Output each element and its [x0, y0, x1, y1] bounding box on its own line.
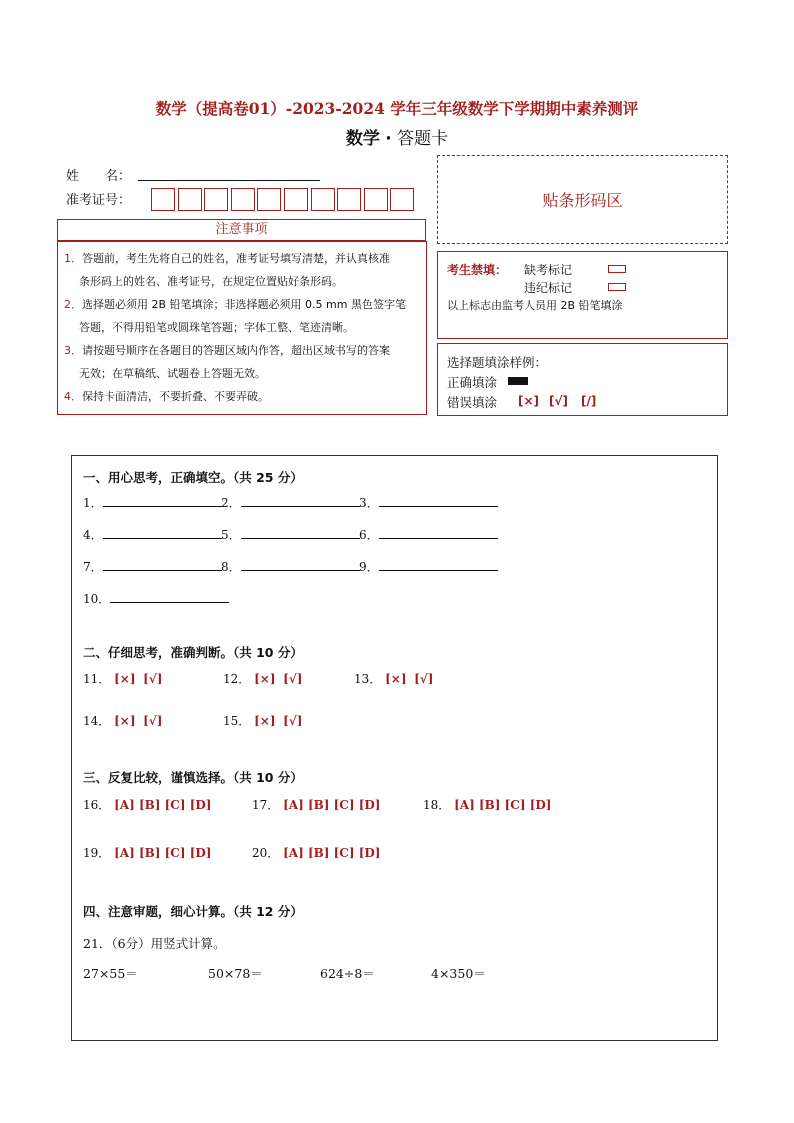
q-20 [252, 844, 380, 861]
notice-text: 答题前，考生先将自己的姓名，准考证号填写清楚，并认真核准 [82, 252, 390, 265]
wrong-fill-label: 错误填涂 [447, 395, 498, 410]
notice-num: 2． [64, 298, 82, 311]
wrong-mark-x: [×] [518, 394, 540, 408]
option-right[interactable]: [√] [283, 672, 303, 686]
q-14 [83, 712, 162, 729]
q-number: 13． [354, 672, 382, 686]
name-field[interactable] [138, 166, 320, 181]
q-15 [223, 712, 302, 729]
q-number: 5． [221, 528, 241, 542]
q-7 [83, 558, 222, 575]
answer-blank[interactable] [103, 526, 222, 539]
fill-sample-box [437, 343, 728, 416]
answer-blank[interactable] [379, 558, 498, 571]
q-number: 9． [359, 560, 379, 574]
notice-text: 请按题号顺序在各题目的答题区域内作答，超出区域书写的答案 [82, 344, 390, 357]
section-calc-title: 四、注意审题，细心计算。（共 12 分） [83, 904, 303, 919]
section-judge-title: 二、仔细思考，准确判断。（共 10 分） [83, 645, 303, 660]
id-digit-box[interactable] [337, 188, 361, 211]
notice-text-cont: 答题，不得用铅笔或圆珠笔答题；字体工整、笔迹清晰。 [79, 321, 354, 334]
q-number: 2． [221, 496, 241, 510]
name-label: 姓 名： [66, 169, 132, 184]
id-digit-box[interactable] [151, 188, 175, 211]
q-12 [223, 670, 302, 687]
card-subtitle [0, 124, 794, 149]
subtitle-dot: · [385, 129, 392, 149]
q-3 [359, 494, 498, 511]
absent-mark-box[interactable] [608, 265, 626, 273]
notice-text-cont: 条形码上的姓名、准考证号，在规定位置贴好条形码。 [79, 275, 343, 288]
q-number: 12． [223, 672, 251, 686]
notice-text: 保持卡面清洁，不要折叠、不要弄破。 [82, 390, 269, 403]
id-digit-box[interactable] [364, 188, 388, 211]
q-10 [83, 590, 229, 607]
q-19 [83, 844, 211, 861]
answer-area [71, 455, 718, 1041]
examinee-forbid-box [437, 251, 728, 339]
absent-label: 缺考标记 [524, 263, 573, 277]
q-number: 18． [423, 798, 451, 812]
id-digit-box[interactable] [390, 188, 414, 211]
id-digit-box[interactable] [257, 188, 281, 211]
option-wrong[interactable]: [×] [114, 672, 136, 686]
q-4 [83, 526, 222, 543]
q-2 [221, 494, 360, 511]
q-8 [221, 558, 360, 575]
q-17 [252, 796, 380, 813]
q-number: 6． [359, 528, 379, 542]
notice-item [64, 385, 422, 408]
q-number: 17． [252, 798, 280, 812]
id-digit-box[interactable] [178, 188, 202, 211]
notice-box [57, 241, 427, 415]
option-right[interactable]: [√] [143, 672, 163, 686]
option-wrong[interactable]: [×] [254, 672, 276, 686]
calc-item: 624÷8＝ [320, 966, 375, 981]
q-number: 8． [221, 560, 241, 574]
answer-blank[interactable] [379, 526, 498, 539]
id-boxes [151, 188, 414, 211]
correct-fill-label: 正确填涂 [447, 375, 498, 390]
notice-item [64, 247, 422, 293]
answer-blank[interactable] [103, 494, 222, 507]
id-digit-box[interactable] [284, 188, 308, 211]
q-number: 19． [83, 846, 111, 860]
q-number: 20． [252, 846, 280, 860]
notice-num: 3． [64, 344, 82, 357]
option-wrong[interactable]: [×] [254, 714, 276, 728]
choice-options[interactable]: [A] [B] [C] [D] [283, 798, 381, 812]
notice-text-cont: 无效；在草稿纸、试题卷上答题无效。 [79, 367, 266, 380]
answer-blank[interactable] [103, 558, 222, 571]
option-right[interactable]: [√] [143, 714, 163, 728]
sample-title: 选择题填涂样例： [447, 355, 548, 370]
notice-num: 4． [64, 390, 82, 403]
id-label: 准考证号： [66, 193, 132, 208]
q-number: 10． [83, 592, 111, 606]
notice-item [64, 339, 422, 385]
id-digit-box[interactable] [311, 188, 335, 211]
section-choice-title: 三、反复比较，谨慎选择。（共 10 分） [83, 770, 303, 785]
q-number: 7． [83, 560, 103, 574]
barcode-area [437, 155, 728, 244]
option-wrong[interactable]: [×] [385, 672, 407, 686]
q-number: 14． [83, 714, 111, 728]
choice-options[interactable]: [A] [B] [C] [D] [454, 798, 552, 812]
forbid-label: 考生禁填： [447, 263, 508, 277]
q-5 [221, 526, 360, 543]
answer-blank[interactable] [241, 558, 360, 571]
id-digit-box[interactable] [204, 188, 228, 211]
q-number: 4． [83, 528, 103, 542]
q-13 [354, 670, 433, 687]
filled-mark-icon [508, 377, 528, 385]
option-wrong[interactable]: [×] [114, 714, 136, 728]
q-18 [423, 796, 551, 813]
q-16 [83, 796, 211, 813]
calc-item: 4×350＝ [431, 966, 486, 981]
answer-blank[interactable] [241, 494, 360, 507]
answer-blank[interactable] [379, 494, 498, 507]
notice-text: 选择题必须用 2B 铅笔填涂；非选择题必须用 0.5 mm 黑色签字笔 [82, 298, 406, 311]
subtitle-subject: 数学 [345, 129, 380, 149]
notice-num: 1． [64, 252, 82, 265]
barcode-label: 贴条形码区 [542, 191, 623, 210]
q-6 [359, 526, 498, 543]
forbid-note: 以上标志由监考人员用 2B 铅笔填涂 [447, 299, 623, 312]
q-9 [359, 558, 498, 575]
q-11 [83, 670, 162, 687]
choice-options[interactable]: [A] [B] [C] [D] [283, 846, 381, 860]
notice-item [64, 293, 422, 339]
choice-options[interactable]: [A] [B] [C] [D] [114, 798, 212, 812]
calc-item: 50×78＝ [208, 966, 263, 981]
notice-heading: 注意事项 [57, 219, 426, 241]
q-number: 3． [359, 496, 379, 510]
option-right[interactable]: [√] [414, 672, 434, 686]
choice-options[interactable]: [A] [B] [C] [D] [114, 846, 212, 860]
q-21-stem: 21．（6分）用竖式计算。 [83, 936, 226, 951]
section-fill-title: 一、用心思考，正确填空。（共 25 分） [83, 470, 303, 485]
answer-blank[interactable] [241, 526, 360, 539]
q-1 [83, 494, 222, 511]
id-digit-box[interactable] [231, 188, 255, 211]
option-right[interactable]: [√] [283, 714, 303, 728]
calc-item: 27×55＝ [83, 966, 138, 981]
page-title: 数学（提高卷01）-2023-2024 学年三年级数学下学期期中素养测评 [155, 99, 639, 118]
subtitle-card: 答题卡 [397, 129, 449, 149]
violation-mark-box[interactable] [608, 283, 626, 291]
q-number: 11． [83, 672, 111, 686]
q-number: 1． [83, 496, 103, 510]
q-number: 15． [223, 714, 251, 728]
answer-blank[interactable] [110, 590, 229, 603]
wrong-mark-slash: [/] [581, 394, 597, 408]
wrong-mark-check: [√] [549, 394, 568, 408]
violation-label: 违纪标记 [524, 281, 573, 295]
q-number: 16． [83, 798, 111, 812]
